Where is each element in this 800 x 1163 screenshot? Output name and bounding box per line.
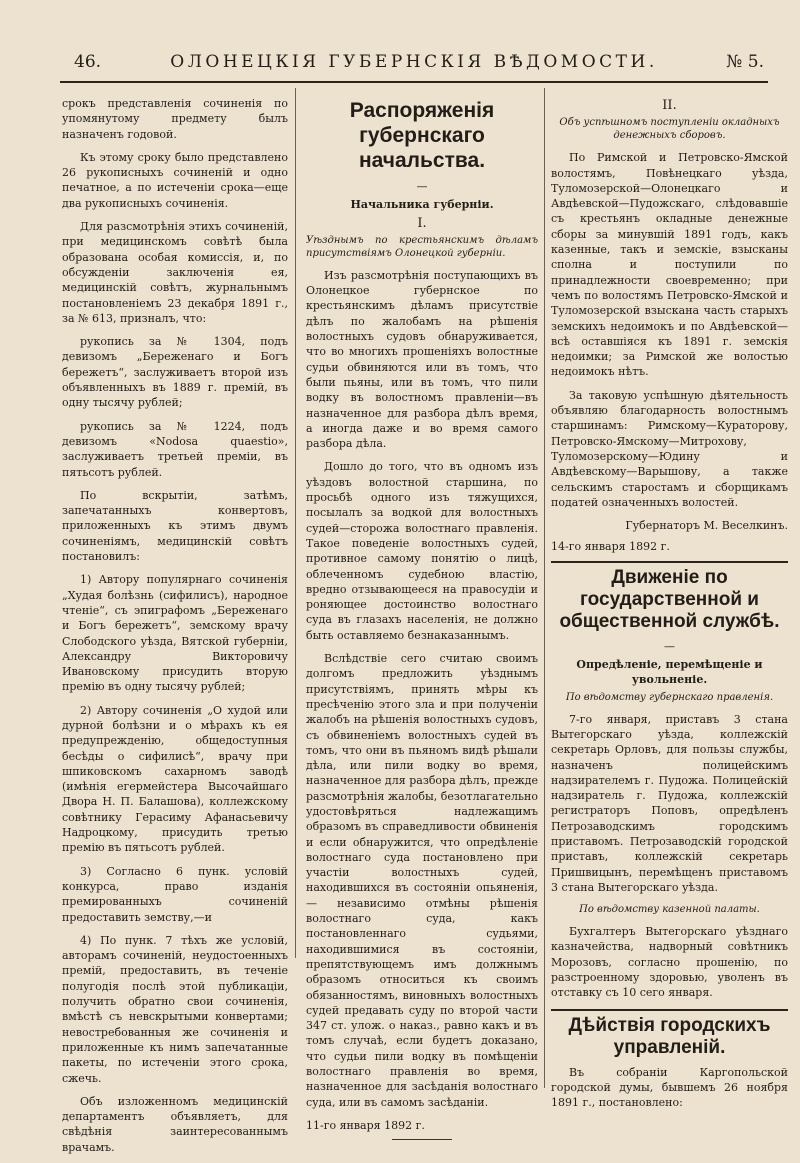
- signature: Губернаторъ М. Веселкинъ.: [625, 519, 788, 533]
- paragraph: По Римской и Петровско-Ямской волостямъ, Повѣнецкаго уѣзда, Туломозерской—Олонецкаго и Авдѣевской—Пудожскаго, слѣдовавшіе съ крестьянъ окладные денежные сборы за минувшій 1891 годъ, какъ казенные, такъ и земскіе, взысканы сполна и поступили по принадлежности своевременно; при чемъ по волостямъ Петровско-Ямской и Туломозерской взыскана часть старыхъ земскихъ недоимокъ и по Авдѣевской—всѣ оставшіяся къ 1891 г. земскія недоимки; за Римской же волостью недоимокъ нѣтъ.: [551, 151, 788, 379]
- section-heading: Распоряженія губернскаго начальства.: [349, 99, 495, 172]
- paragraph: За таковую успѣшную дѣятельность объявляю благодарность волостнымъ старшинамъ: Римскому—Кураторову, Петровско-Ямскому—Митрохову, Туломозерскому—Юдину и Авдѣевскому—Варышову, а также сельскимъ старостамъ и сборщикамъ податей означенныхъ волостей.: [551, 388, 788, 509]
- newspaper-title: ОЛОНЕЦКІЯ ГУБЕРНСКІЯ ВѢДОМОСТИ.: [170, 52, 658, 72]
- section-heading: Дѣйствія городскихъ управленій.: [568, 1014, 771, 1058]
- order-address: Объ успѣшномъ поступленіи окладныхъ денежныхъ сборовъ.: [559, 117, 780, 142]
- paragraph: Къ этому сроку было представлено 26 рукописныхъ сочиненій и одно печатное, а по истеченіи срока—еще два рукописныхъ сочиненія.: [62, 150, 288, 210]
- paragraph: 7-го января, приставъ 3 стана Вытегорскаго уѣзда, коллежскій секретарь Орловъ, для пользы службы, назначенъ полицейскимъ надзирателемъ г. Пудожа. Полицейскій надзиратель г. Пудожа, коллежскій регистраторъ Поповъ, опредѣленъ Петрозаводскимъ городскимъ приставомъ. Петрозаводскій городской приставъ, коллежскій секретарь Пришвицынъ, перемѣщенъ приставомъ 3 стана Вытегорскаго уѣзда.: [551, 712, 788, 894]
- subheading: Опредѣленіе, перемѣщеніе и увольненіе.: [576, 658, 763, 687]
- page-header: [60, 46, 768, 80]
- column-2: [306, 96, 538, 1146]
- paragraph: Вслѣдствіе сего считаю своимъ долгомъ предложить уѣзднымъ присутствіямъ, принять мѣры къ пресѣченію этого зла и при полученіи жалобъ на рѣшенія волостныхъ судовъ, съ обвиненіемъ волостныхъ судей въ томъ, что они въ пьяномъ видѣ рѣшали дѣла, или пили водку во время, назначенное для разбора дѣлъ, прежде разсмотрѣнія жалобы, безотлагательно удостовѣряться надлежащимъ образомъ въ справедливости обвиненія и если обнаружится, что опредѣленіе волостнаго суда постановлено при участіи волостныхъ судей, находившихся въ состояніи опьяненія, — независимо отмѣны рѣшенія волостнаго суда, какъ постановленнаго судьями, находившимися въ состояніи, препятствующемъ имъ должнымъ образомъ относиться къ своимъ обязанностямъ, виновныхъ волостныхъ судей предавать суду по второй части 347 ст. улож. о наказ., равно какъ и въ томъ случаѣ, если будетъ доказано, что судьи пили водку въ помѣщеніи волостнаго правленія во время, назначенное для засѣданія волостнаго суда, или въ самомъ засѣданіи.: [306, 652, 538, 1109]
- paragraph: срокъ представленія сочиненія по упомянутому предмету былъ назначенъ годовой.: [62, 97, 288, 141]
- paragraph: Для разсмотрѣнія этихъ сочиненій, при медицинскомъ совѣтѣ была образована особая комиссія, и, по обсужденіи заключенія ея, медицинскій совѣтъ, журнальнымъ постановленіемъ 23 декабря 1891 г., за № 613, призналъ, что:: [62, 220, 288, 325]
- paragraph: 1) Автору популярнаго сочиненія „Худая болѣзнь (сифилисъ), народное чтеніе“, съ эпиграфомъ „Береженаго и Богъ бережетъ“, земскому врачу Слободского уѣзда, Вятской губерніи, Александру Викторовичу Ивановскому присудить вторую премію въ одну тысячу рублей;: [62, 573, 288, 694]
- column-1: [62, 96, 288, 1163]
- section-rule: [551, 561, 788, 563]
- column-divider-left: [295, 88, 296, 958]
- section-heading: Движеніе по государственной и общественной службѣ.: [559, 566, 780, 632]
- paragraph: По вскрытіи, затѣмъ, запечатанныхъ конвертовъ, приложенныхъ къ этимъ двумъ сочиненіямъ, медицинскій совѣтъ постановилъ:: [62, 488, 288, 564]
- short-rule: [392, 1139, 452, 1140]
- order-address: Уѣзднымъ по крестьянскимъ дѣламъ присутствіямъ Олонецкой губерніи.: [306, 234, 538, 259]
- paragraph: 2) Автору сочиненія „О худой или дурной болѣзни и о мѣрахъ къ ея предупрежденію, общедоступныя бесѣды о сифилисѣ“, врачу при шпиковскомъ сахарномъ заводѣ (имѣнія егермейстера Высочайшаго Двора Н. П. Балашова), коллежскому совѣтнику Герасиму Афанасьевичу Надроцкому, присудить третью премію въ пятьсотъ рублей.: [62, 703, 288, 855]
- paragraph: 4) По пунк. 7 тѣхъ же условій, авторамъ сочиненій, неудостоенныхъ премій, предоставить, въ теченіе полугодія послѣ этой публикаціи, получить обратно свои сочиненія, вмѣстѣ съ невскрытыми конвертами; невостребованныя же сочиненія и приложенные къ нимъ запечатанные пакеты, по истеченіи этого срока, сжечь.: [62, 933, 288, 1085]
- section-rule: [551, 1009, 788, 1011]
- order-date: 11-го января 1892 г.: [306, 1118, 425, 1132]
- separator-dash: —: [664, 639, 675, 653]
- paragraph: Объ изложенномъ медицинскій департаментъ объявляетъ, для свѣдѣнія заинтересованнымъ врачамъ.: [62, 1094, 288, 1154]
- column-3: [551, 96, 788, 1119]
- order-number: I.: [417, 215, 427, 231]
- order-number: II.: [662, 98, 677, 113]
- column-divider-right: [544, 88, 545, 1088]
- header-rule: [60, 81, 768, 83]
- paragraph: Изъ разсмотрѣнія поступающихъ въ Олонецкое губернское по крестьянскимъ дѣламъ присутствіе дѣлъ по жалобамъ на рѣшенія волостныхъ судовъ обнаруживается, что во многихъ прошеніяхъ волостные судьи обвиняются или въ томъ, что были пьяны, или въ томъ, что пили водку въ волостномъ правленіи—въ назначенное для разбора дѣлъ время, а иногда даже и во время самого разбора дѣла.: [306, 268, 538, 451]
- subheading: Начальника губерніи.: [350, 198, 494, 212]
- paragraph: 3) Согласно 6 пунк. условій конкурса, право изданія премированныхъ сочиненій предоставить земству,—и: [62, 864, 288, 924]
- separator-dash: —: [416, 180, 428, 193]
- department-label: По вѣдомству казенной палаты.: [579, 904, 760, 916]
- issue-number: № 5.: [726, 52, 764, 72]
- paragraph: Въ собраніи Каргопольской городской думы, бывшемъ 26 ноября 1891 г., постановлено:: [551, 1065, 788, 1110]
- department-label: По вѣдомству губернскаго правленія.: [565, 691, 774, 703]
- paragraph: Дошло до того, что въ одномъ изъ уѣздовъ волостной старшина, по просьбѣ одного изъ тяжущихся, посылалъ за водкой для волостныхъ судей—сторожа волостнаго правленія. Такое поведеніе волостныхъ судей, противное самому понятію о лицѣ, облеченномъ судебною властію, вредно отзывающееся на правосудіи и роняющее достоинство волостнаго суда въ глазахъ населенія, не должно быть оставляемо безнаказаннымъ.: [306, 460, 538, 642]
- paragraph: Бухгалтеръ Вытегорскаго уѣзднаго казначейства, надворный совѣтникъ Морозовъ, согласно прошенію, по разстроенному здоровью, уволенъ въ отставку съ 10 сего января.: [551, 925, 788, 1000]
- paragraph: рукопись за № 1224, подъ девизомъ «Nodosa quaestio», заслуживаетъ третьей преміи, въ пятьсотъ рублей.: [62, 419, 288, 479]
- paragraph: рукопись за № 1304, подъ девизомъ „Береженаго и Богъ бережетъ“, заслуживаетъ второй изъ объявленныхъ въ 1889 г. премій, въ одну тысячу рублей;: [62, 335, 288, 410]
- order-date: 14-го января 1892 г.: [551, 540, 670, 554]
- page-number: 46.: [74, 52, 102, 72]
